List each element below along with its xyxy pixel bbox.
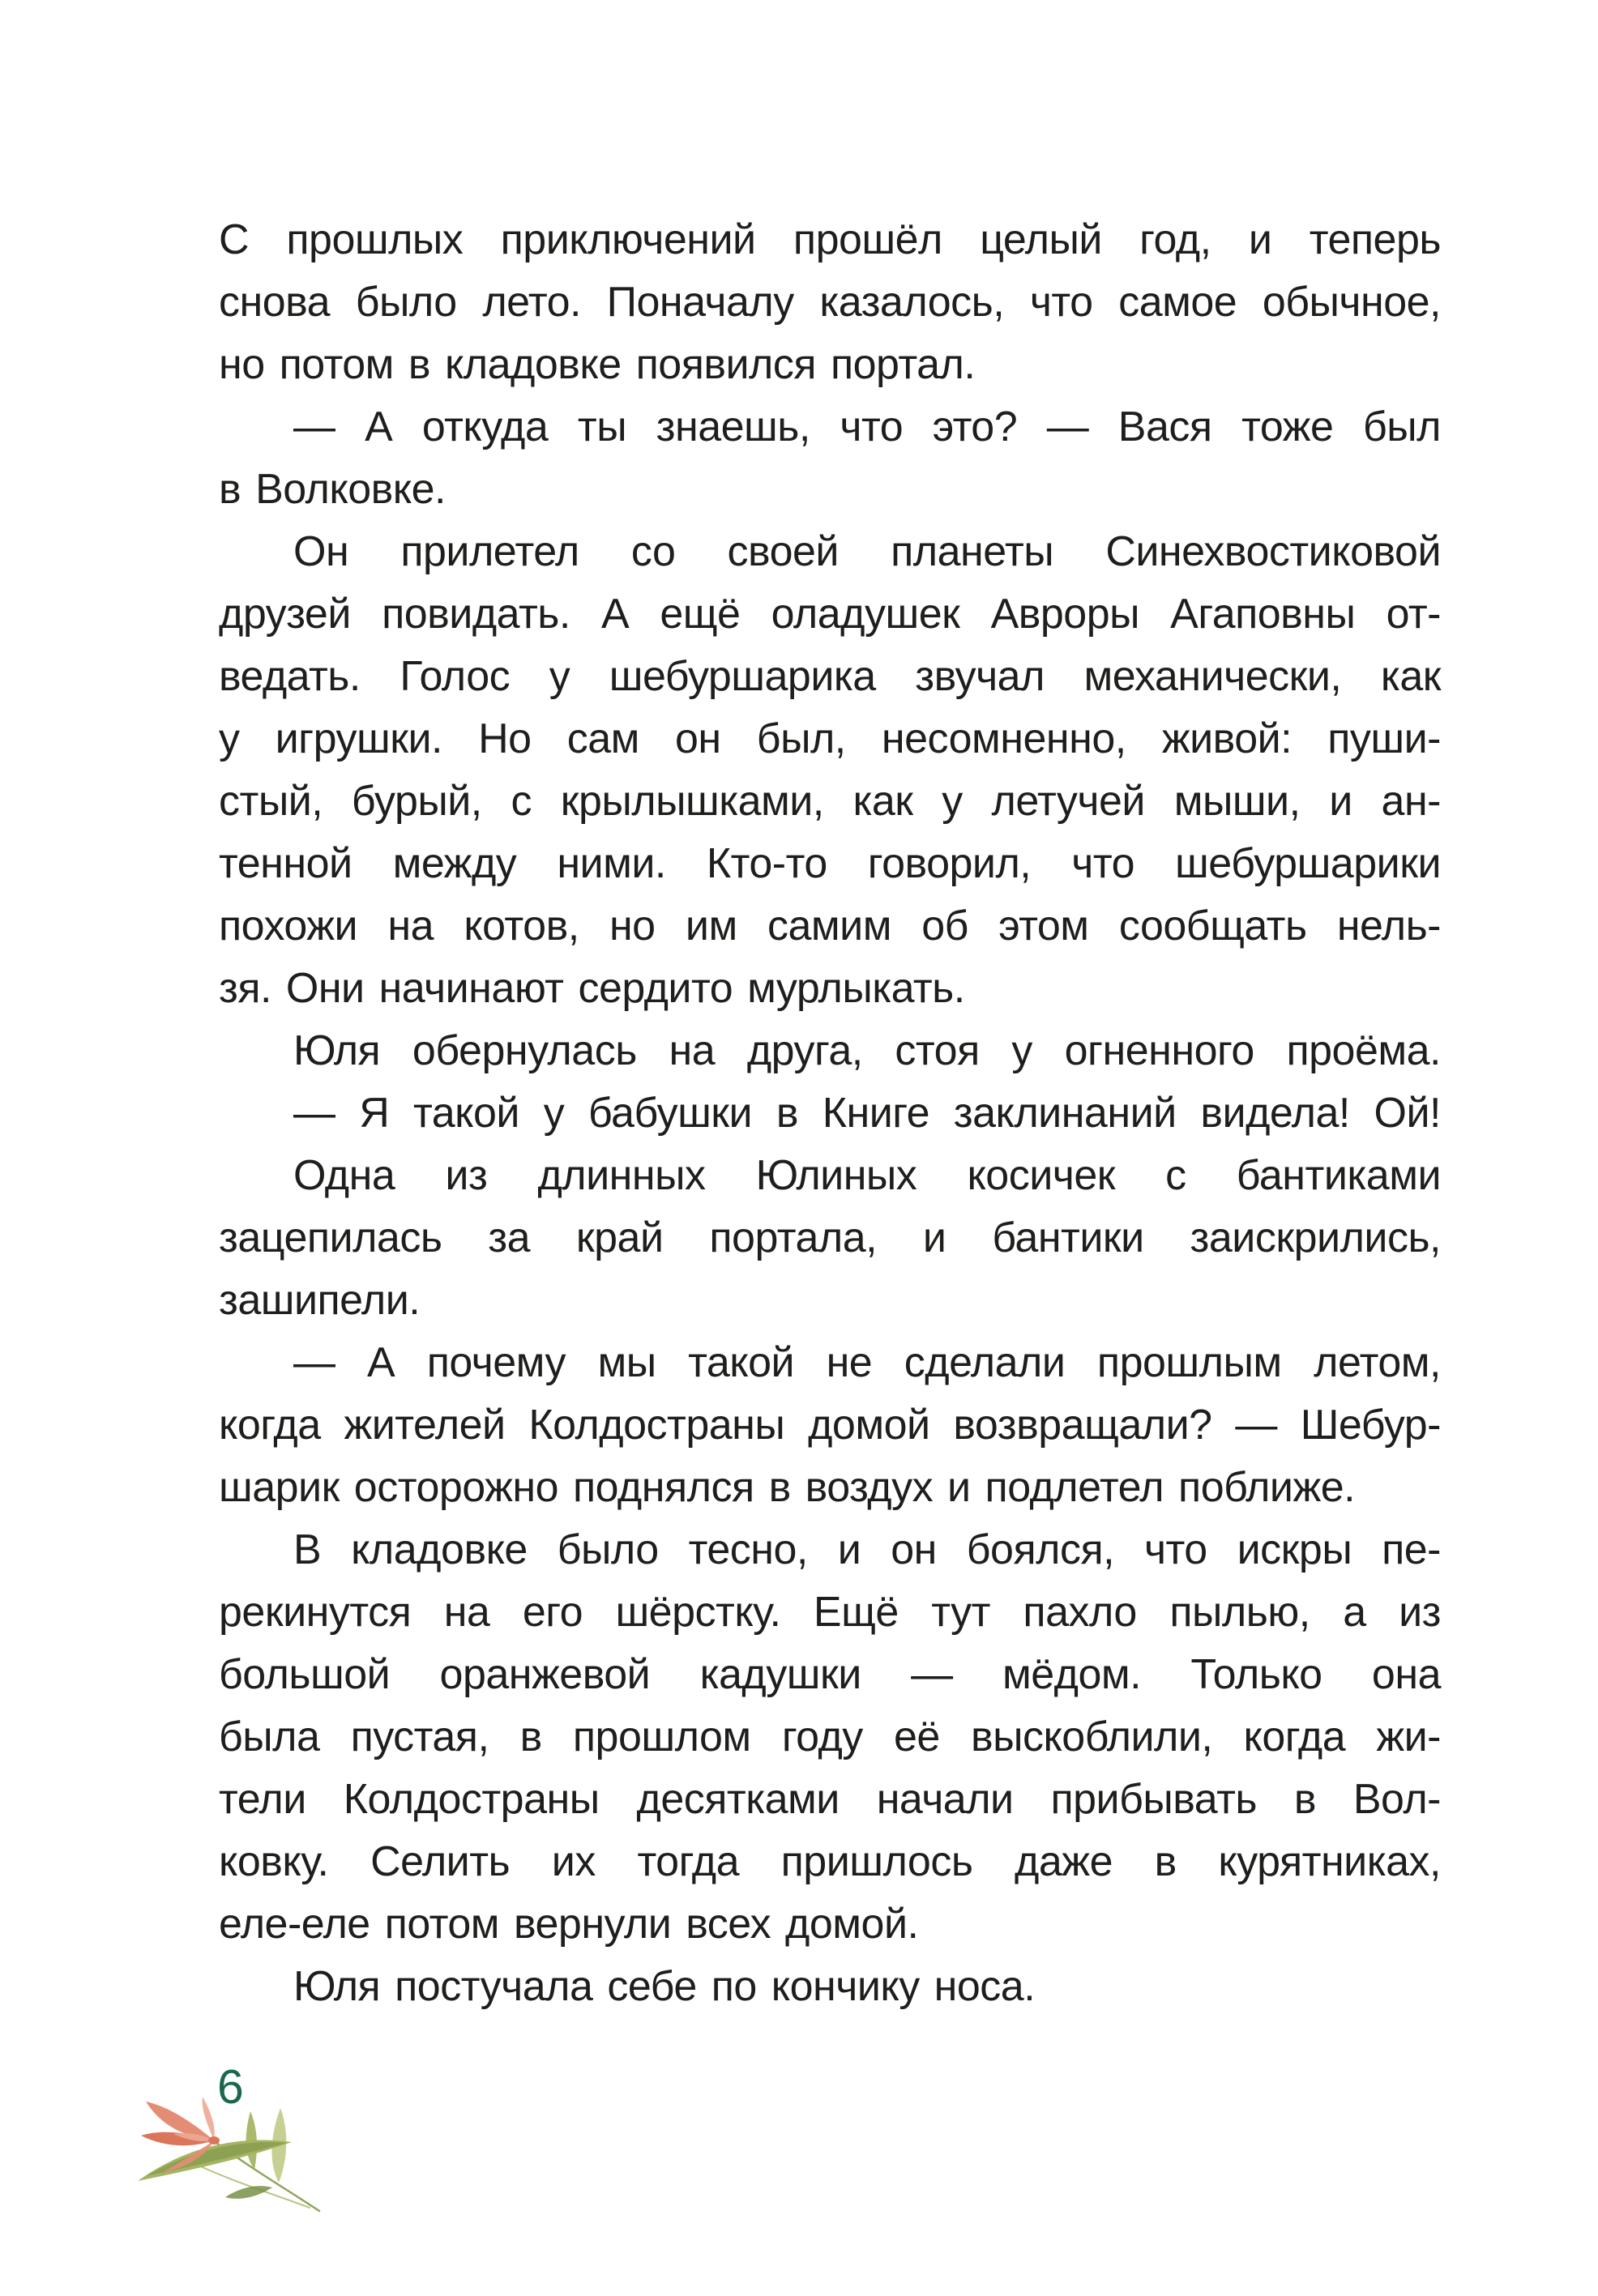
text-line: большой оранжевой кадушки — мёдом. Только она	[219, 1651, 1441, 1698]
text-line: ковку. Селить их тогда пришлось даже в курятниках,	[219, 1838, 1441, 1885]
text-line: зя. Они начинают сердито мурлыкать.	[219, 965, 965, 1012]
text-line: зашипели.	[219, 1277, 421, 1324]
page-number: 6	[217, 2060, 244, 2114]
text-line: — А почему мы такой не сделали прошлым летом,	[293, 1339, 1441, 1386]
text-line: в Волковке.	[219, 466, 446, 513]
text-line: Он прилетел со своей планеты Синехвостиковой	[293, 528, 1441, 575]
text-line: друзей повидать. А ещё оладушек Авроры Агаповны от-	[219, 591, 1441, 638]
text-line: снова было лето. Поначалу казалось, что самое обычное,	[219, 279, 1441, 326]
text-line: — Я такой у бабушки в Книге заклинаний видела! Ой!	[293, 1090, 1441, 1137]
text-line: В кладовке было тесно, и он боялся, что искры пе-	[293, 1526, 1441, 1573]
text-line: рекинутся на его шёрстку. Ещё тут пахло пылью, а из	[219, 1589, 1441, 1636]
text-line: тели Колдостраны десятками начали прибывать в Вол-	[219, 1776, 1441, 1823]
flower-illustration	[136, 2092, 324, 2215]
text-line: еле-еле потом вернули всех домой.	[219, 1901, 919, 1948]
text-line: но потом в кладовке появился портал.	[219, 341, 976, 388]
text-line: Одна из длинных Юлиных косичек с бантиками	[293, 1152, 1441, 1199]
text-line: стый, бурый, с крылышками, как у летучей мыши, и ан-	[219, 778, 1441, 825]
text-line: ведать. Голос у шебуршарика звучал механически, как	[219, 653, 1441, 700]
text-line: Юля постучала себе по кончику носа.	[293, 1963, 1036, 2010]
text-block	[219, 209, 1441, 2018]
text-line: зацепилась за край портала, и бантики заискрились,	[219, 1214, 1441, 1261]
text-line: С прошлых приключений прошёл целый год, и теперь	[219, 216, 1441, 263]
text-line: была пустая, в прошлом году её выскоблили, когда жи-	[219, 1713, 1441, 1760]
text-line: тенной между ними. Кто-то говорил, что шебуршарики	[219, 840, 1441, 887]
text-line: Юля обернулась на друга, стоя у огненного проёма.	[293, 1027, 1441, 1074]
text-line: шарик осторожно поднялся в воздух и подлетел поближе.	[219, 1464, 1356, 1511]
text-line: похожи на котов, но им самим об этом сообщать нель-	[219, 903, 1441, 950]
text-line: когда жителей Колдостраны домой возвращали? — Шебур-	[219, 1402, 1441, 1449]
text-line: у игрушки. Но сам он был, несомненно, живой: пуши-	[219, 715, 1441, 762]
text-line: — А откуда ты знаешь, что это? — Вася тоже был	[293, 403, 1441, 450]
